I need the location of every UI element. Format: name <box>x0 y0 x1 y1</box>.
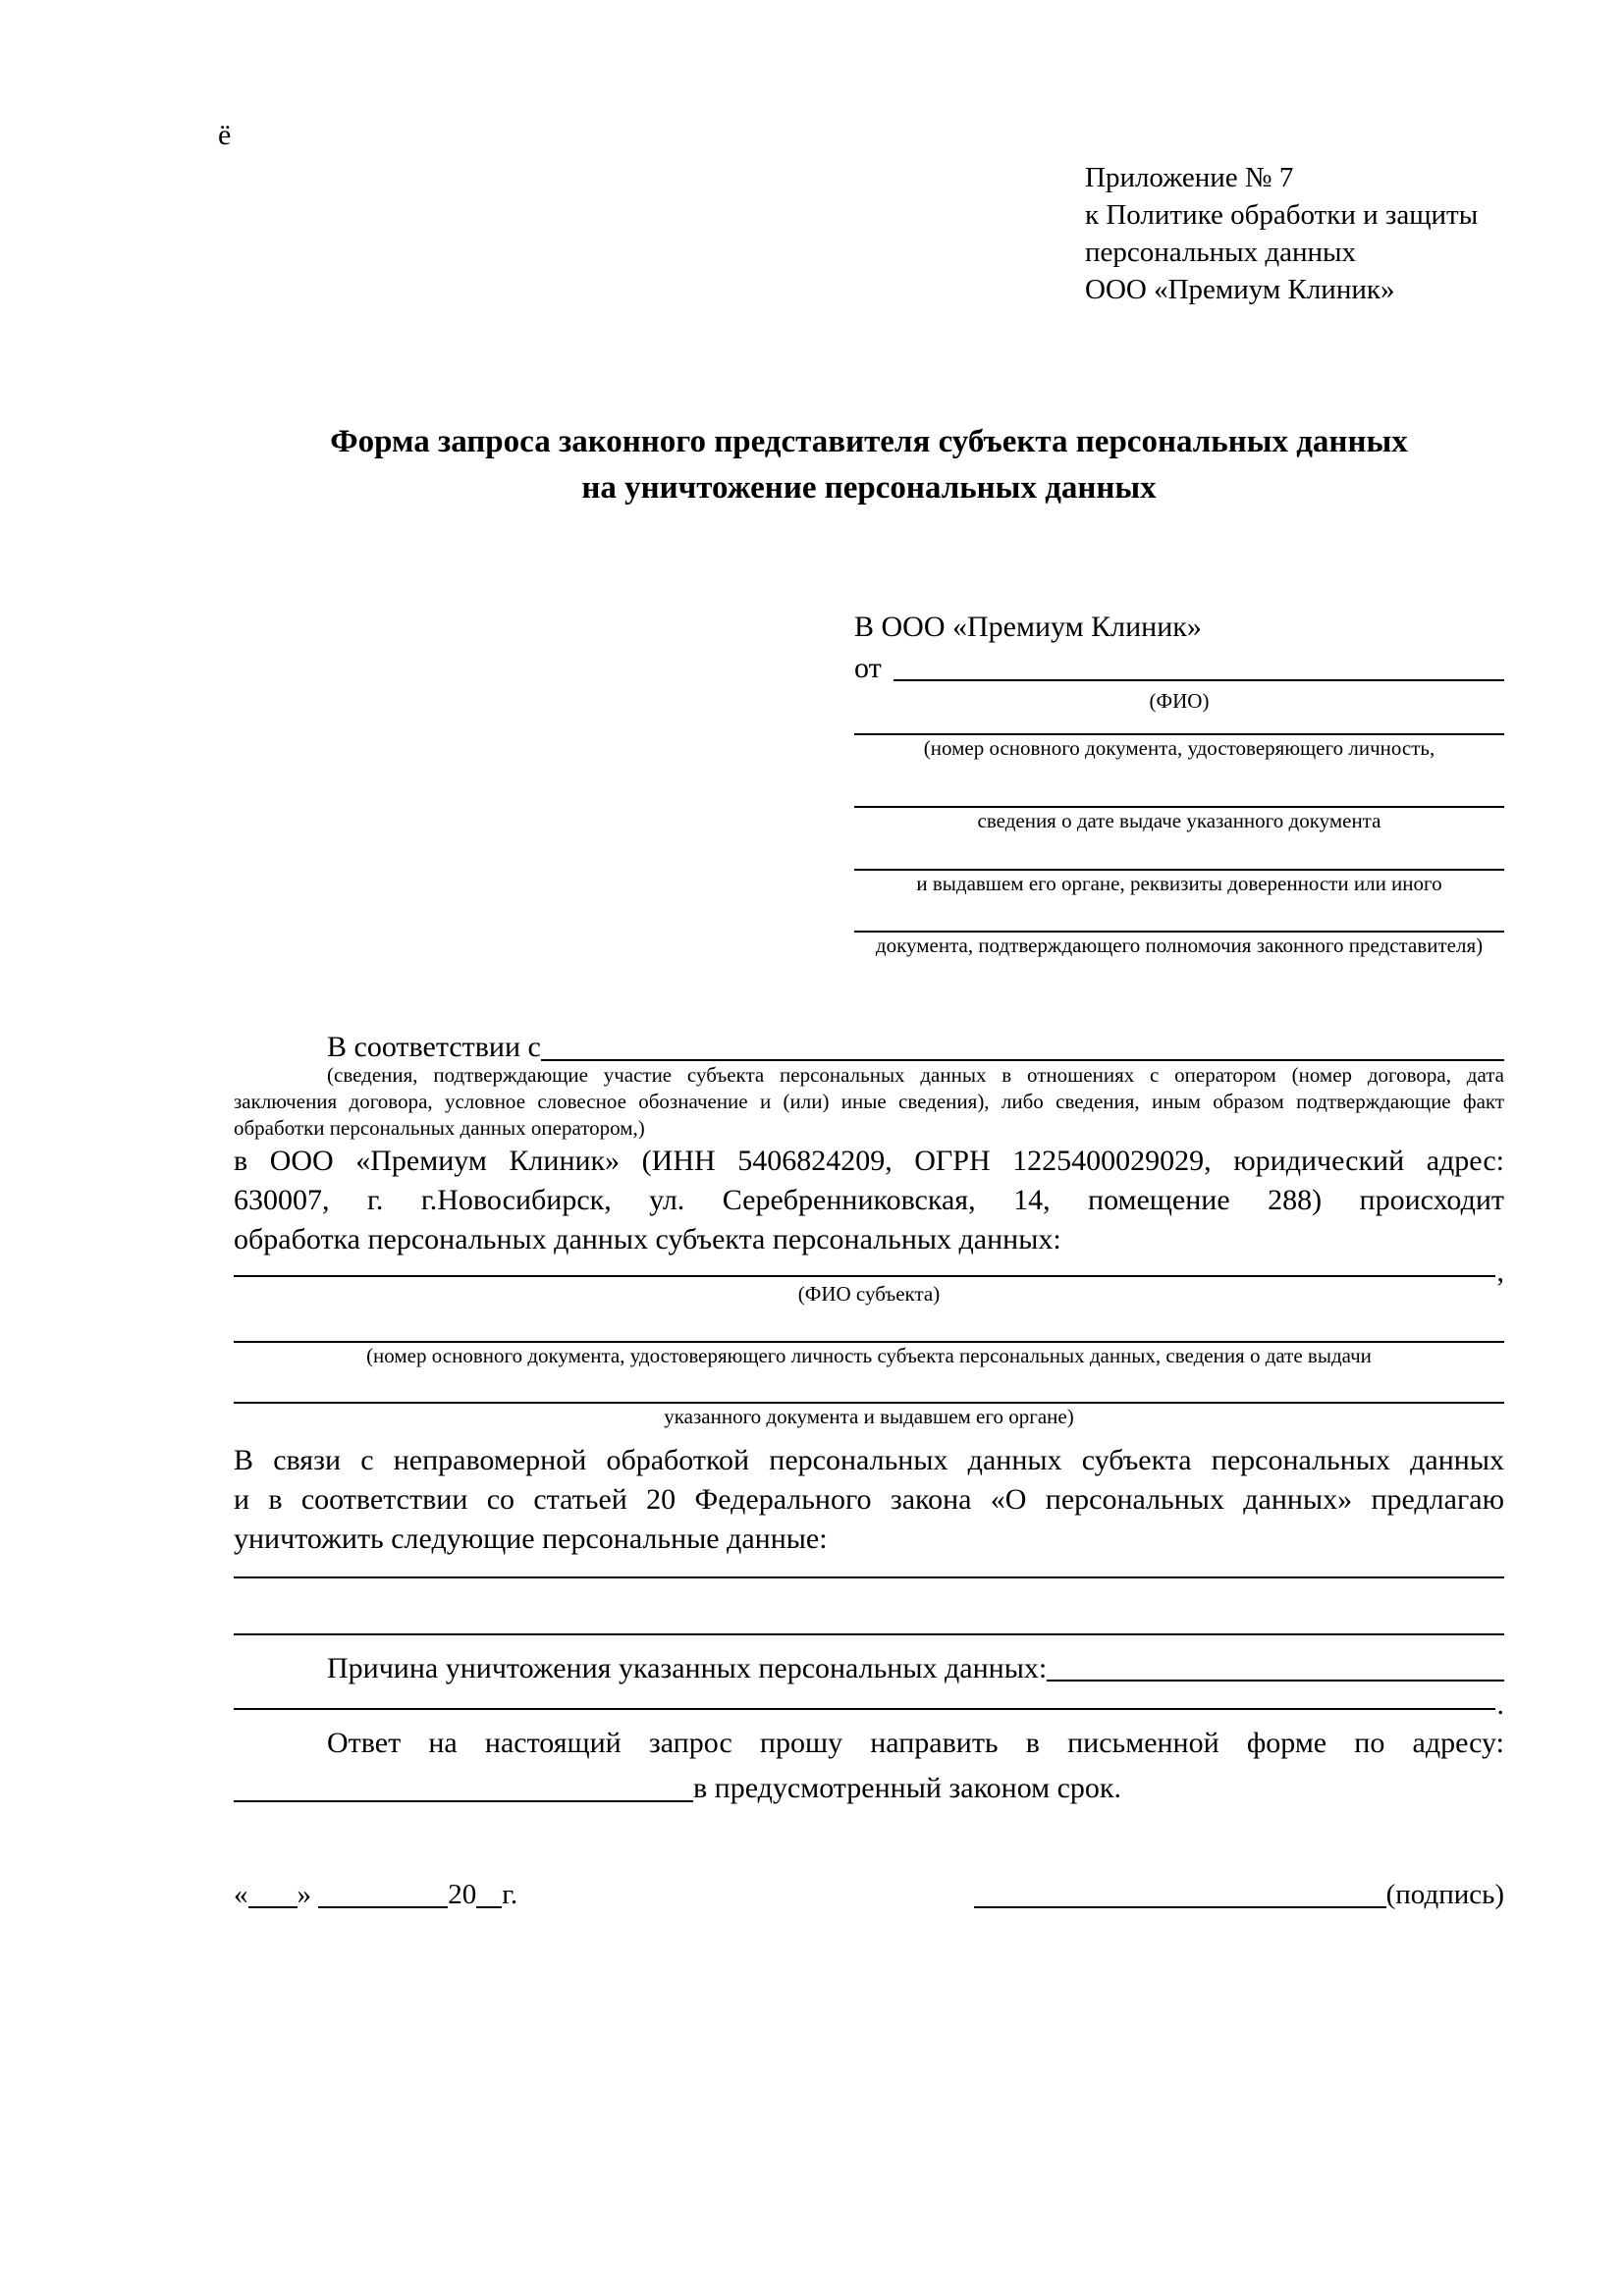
operator-line-2: 630007, г. г.Новосибирск, ул. Серебренниковская, 14, помещение 288) происходит <box>234 1184 1504 1216</box>
date-field <box>234 1875 517 1914</box>
signature-field <box>974 1875 1504 1914</box>
stray-character: ё <box>218 119 232 151</box>
subject-fio-caption: (ФИО субъекта) <box>797 1282 941 1306</box>
accordance-note-line-1: (сведения, подтверждающие участие субъекта персональных данных в отношениях с оператором (номер договора, дата <box>327 1063 1504 1087</box>
from-row <box>854 649 1504 688</box>
header-right-line-2: к Политике обработки и защиты <box>1085 199 1479 231</box>
date-suffix: г. <box>502 1879 518 1910</box>
representative-doc-blank-line-1 <box>854 714 1504 735</box>
header-right-line-1: Приложение № 7 <box>1085 162 1294 193</box>
reason-blank-line <box>1047 1680 1504 1682</box>
accordance-note-line-3: обработки персональных данных оператором,) <box>234 1116 645 1140</box>
signature-blank-line <box>974 1906 1386 1908</box>
subject-doc-caption-2: указанного документа и выдавшем его органе) <box>664 1405 1074 1428</box>
date-year-blank <box>476 1906 502 1908</box>
representative-doc-caption-1: (номер основного документа, удостоверяющего личность, <box>923 736 1435 760</box>
reply-request-line: Ответ на настоящий запрос прошу направить в письменной форме по адресу: <box>327 1727 1504 1759</box>
reason-continuation-row <box>234 1688 1504 1721</box>
representative-doc-blank-line-4 <box>854 896 1504 933</box>
accordance-note <box>234 1062 1504 1142</box>
subject-fio-row <box>234 1255 1504 1288</box>
header-right-block <box>1085 159 1504 308</box>
footer-row <box>234 1875 1504 1914</box>
representative-doc-blank-line-2 <box>854 761 1504 808</box>
representative-doc-caption-4: документа, подтверждающего полномочия законного представителя) <box>875 934 1484 957</box>
subject-doc-caption-1: (номер основного документа, удостоверяющего личность субъекта персональных данных, сведения о дате выдачи <box>366 1344 1372 1367</box>
header-right-line-3: персональных данных <box>1085 237 1357 268</box>
data-to-destroy-blank-line-1 <box>234 1559 1504 1578</box>
title-line-1: Форма запроса законного представителя субъекта персональных данных <box>330 424 1408 459</box>
addressee-organization: В ООО «Премиум Клиник» <box>854 611 1202 643</box>
signature-caption: (подпись) <box>1385 1879 1504 1910</box>
representative-doc-caption-3: и выдавшем его органе, реквизиты доверенности или иного <box>916 872 1442 895</box>
date-month-blank <box>318 1906 448 1908</box>
date-close-quote: » <box>297 1879 311 1910</box>
unlawful-line-3: уничтожить следующие персональные данные: <box>234 1522 828 1555</box>
from-blank-line <box>893 679 1504 681</box>
from-label: от <box>854 652 882 684</box>
reason-blank-line-2 <box>234 1708 1495 1710</box>
unlawful-line-1: В связи с неправомерной обработкой персональных данных субъекта персональных данных <box>234 1444 1504 1476</box>
representative-doc-caption-2: сведения о дате выдаче указанного документа <box>977 809 1381 832</box>
reason-period: . <box>1496 1688 1504 1721</box>
accordance-blank-line <box>541 1059 1504 1061</box>
addressee-block <box>854 606 1504 958</box>
data-to-destroy-blank-line-2 <box>234 1578 1504 1635</box>
date-year-prefix: 20 <box>448 1879 477 1910</box>
header-right-line-4: ООО «Премиум Клиник» <box>1085 274 1395 305</box>
date-open-quote: « <box>234 1879 248 1910</box>
fio-caption: (ФИО) <box>1149 689 1210 713</box>
reason-label: Причина уничтожения указанных персональных данных: <box>327 1652 1048 1684</box>
operator-paragraph <box>234 1142 1504 1259</box>
subject-doc-blank-line-2 <box>234 1368 1504 1404</box>
reply-address-blank-line <box>234 1800 693 1802</box>
reply-tail-text: в предусмотренный законом срок. <box>693 1772 1121 1804</box>
subject-doc-blank-line-1 <box>234 1307 1504 1343</box>
reason-row <box>234 1649 1504 1688</box>
date-day-blank <box>248 1906 298 1908</box>
representative-doc-blank-line-3 <box>854 833 1504 871</box>
document-title <box>234 419 1504 511</box>
unlawful-line-2: и в соответствии со статьей 20 Федерального закона «О персональных данных» предлагаю <box>234 1483 1504 1516</box>
title-line-2: на уничтожение персональных данных <box>581 470 1157 506</box>
operator-line-1: в ООО «Премиум Клиник» (ИНН 5406824209, ОГРН 1225400029029, юридический адрес: <box>234 1145 1504 1177</box>
subject-fio-blank-line <box>234 1275 1495 1277</box>
subject-fio-comma: , <box>1496 1255 1504 1288</box>
unlawful-processing-paragraph <box>234 1441 1504 1559</box>
accordance-label: В соответствии с <box>327 1031 541 1063</box>
reply-address-row <box>234 1769 1504 1808</box>
accordance-note-line-2: заключения договора, условное словесное обозначение и (или) иные сведения), либо сведения, иным образом подтверждающие факт <box>234 1090 1504 1113</box>
operator-line-3: обработка персональных данных субъекта персональных данных: <box>234 1223 1061 1255</box>
